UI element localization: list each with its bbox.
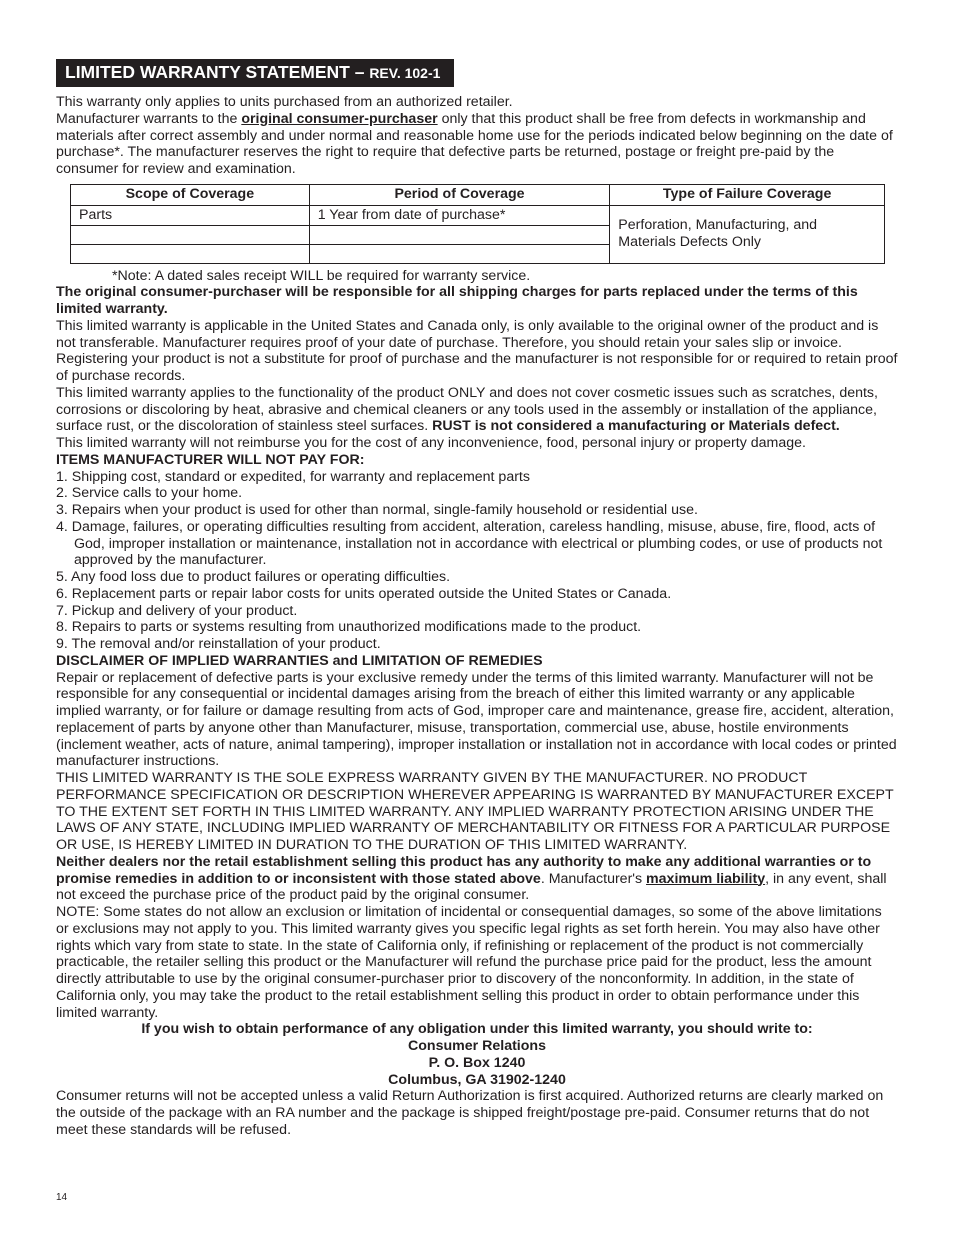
contact-department: Consumer Relations — [408, 1038, 546, 1054]
page-number: 14 — [56, 1192, 68, 1203]
items-heading: ITEMS MANUFACTURER WILL NOT PAY FOR: — [56, 451, 365, 468]
list-item: 4. Damage, failures, or operating difficulties resulting from accident, alteration, careless handling, misuse, abuse, fire, flood, acts of God, improper installation or maintenance, installation not in accordance with electrical or plumbing codes, or use of products not approved by the manufacturer. — [56, 518, 883, 569]
coverage-table — [70, 184, 885, 264]
returns-paragraph: Consumer returns will not be accepted unless a valid Return Authorization is first acquired. Authorized returns are clearly marked on the outside of the package with an RA number and the package is shipped freight/postage pre-paid. Consumer returns that do not meet these standards will be refused. — [56, 1088, 884, 1138]
table-cell-scope — [71, 225, 310, 244]
receipt-note: *Note: A dated sales receipt WILL be required for warranty service. — [112, 267, 531, 284]
list-item: 9. The removal and/or reinstallation of your product. — [56, 636, 381, 652]
document-body — [56, 59, 898, 1139]
column-header-failure-type: Type of Failure Coverage — [610, 184, 885, 205]
column-header-scope: Scope of Coverage — [71, 184, 310, 205]
intro-paragraph — [56, 111, 898, 178]
contact-po-box: P. O. Box 1240 — [428, 1054, 526, 1071]
column-header-period: Period of Coverage — [309, 184, 610, 205]
table-cell-period: 1 Year from date of purchase* — [309, 205, 610, 225]
rust-exclusion: RUST is not considered a manufacturing or Materials defect. — [432, 418, 840, 435]
coverage-table-header — [71, 184, 885, 205]
table-cell-period — [309, 225, 610, 244]
dealers-paragraph — [56, 854, 898, 904]
cosmetic-paragraph — [56, 385, 898, 435]
sole-express-warranty-paragraph: THIS LIMITED WARRANTY IS THE SOLE EXPRESS WARRANTY GIVEN BY THE MANUFACTURER. NO PRODUCT PERFORMANCE SPECIFICATION OR DESCRIPTION WHEREVER APPEARING IS WARRANTED BY MANUFACTURER EXCEPT TO THE EXTENT SET FORTH IN THIS LIMITED WARRANTY. ANY IMPLIED WARRANTY PROTECTION ARISING UNDER THE LAWS OF ANY STATE, INCLUDING IMPLIED WARRANTY OF MERCHANTABILITY OR FITNESS FOR A PARTICULAR PURPOSE OR USE, IS HEREBY LIMITED IN DURATION TO THE DURATION OF THIS LIMITED WARRANTY. — [56, 770, 894, 853]
dealers-authority-text: Neither dealers nor the retail establishment selling this product has any authority to make any additional warranties or to promise remedies in addition to or inconsistent with those stated above — [56, 853, 872, 887]
exclusions-list — [56, 469, 898, 653]
dealers-text-a: . Manufacturer's — [540, 870, 647, 887]
list-item: 2. Service calls to your home. — [56, 485, 243, 502]
state-law-note: NOTE: Some states do not allow an exclusion or limitation of incidental or consequential damages, so some of the above limitations or exclusions may not apply to you. This limited warranty gives you specific legal rights as set forth herein. You may also have other rights which vary from state to state. In the state of California only, if refinishing or replacement of the product is not commercially practicable, the retailer selling this product or the Manufacturer will refund the purchase price paid for the product, less the amount directly attributable to use by the original consumer-purchaser prior to discovery of the nonconformity. In addition, in the state of California only, you may take the product to the retail establishment selling this product in order to obtain performance under this limited warranty. — [56, 904, 882, 1021]
list-item: 1. Shipping cost, standard or expedited, for warranty and replacement parts — [56, 468, 530, 485]
list-item: 7. Pickup and delivery of your product. — [56, 602, 298, 619]
intro-line: This warranty only applies to units purchased from an authorized retailer. — [56, 94, 513, 110]
dealers-text-b: , in any event, shall not exceed the purchase price of the product paid by the original consumer. — [56, 870, 887, 904]
contact-city: Columbus, GA 31902-1240 — [388, 1071, 566, 1088]
table-row — [71, 205, 885, 225]
list-item: 5. Any food loss due to product failures or operating difficulties. — [56, 569, 451, 585]
list-item: 8. Repairs to parts or systems resulting from unauthorized modifications made to the product. — [56, 619, 642, 636]
list-item: 6. Replacement parts or repair labor costs for units operated outside the United States or Canada. — [56, 585, 672, 602]
revision-label: REV. 102-1 — [369, 65, 441, 81]
cosmetic-text: This limited warranty applies to the functionality of the product ONLY and does not cover cosmetic issues such as scratches, dents, corrosions or discoloring by heat, abrasive and chemical cleaners or any tools used in the assembly or installation of the appliance, surface rust, or the discoloration of stainless steel surfaces. — [56, 384, 878, 435]
intro-text-a: Manufacturer warrants to the — [56, 110, 242, 127]
disclaimer-paragraph: Repair or replacement of defective parts is your exclusive remedy under the terms of this limited warranty. Manufacturer will not be responsible for any consequential or incidental damages arising from the breach of either this limited warranty or any applicable implied warranty, or for failure or damage resulting from acts of God, improper care and maintenance, grease fire, accident, alteration, replacement of parts by anyone other than Manufacturer, misuse, transportation, commercial use, abuse, hostile environments (inclement weather, acts of nature, animal tampering), improper installation or installation not in accordance with local codes or printed manufacturer instructions. — [56, 669, 897, 770]
shipping-charges-paragraph: The original consumer-purchaser will be responsible for all shipping charges for parts replaced under the terms of this limited warranty. — [56, 284, 858, 317]
intro-text-b: only that this product shall be free from defects in workmanship and materials after correct assembly and under normal and reasonable home use for the periods indicated below beginning on the date of purchase*. The manufacturer reserves the right to require that defective parts be returned, postage or freight pre-paid by the consumer for review and examination. — [56, 110, 893, 177]
reimbursement-paragraph: This limited warranty will not reimburse you for the cost of any inconvenience, food, personal injury or property damage. — [56, 435, 806, 451]
list-item: 3. Repairs when your product is used for other than normal, single-family household or residential use. — [56, 502, 698, 518]
maximum-liability-term: maximum liability — [646, 870, 766, 887]
title-text: LIMITED WARRANTY STATEMENT – — [65, 62, 370, 82]
original-consumer-purchaser-term: original consumer-purchaser — [241, 110, 438, 127]
table-cell-scope — [71, 244, 310, 263]
contact-intro: If you wish to obtain performance of any obligation under this limited warranty, you should write to: — [141, 1021, 813, 1038]
disclaimer-heading: DISCLAIMER OF IMPLIED WARRANTIES and LIMITATION OF REMEDIES — [56, 652, 543, 669]
table-cell-period — [309, 244, 610, 263]
contact-block — [56, 1021, 898, 1088]
table-cell-scope: Parts — [71, 205, 310, 225]
table-cell-failure-type: Perforation, Manufacturing, and Materials Defects Only — [610, 205, 885, 263]
applicability-paragraph: This limited warranty is applicable in the United States and Canada only, is only available to the original owner of the product and is not transferable. Manufacturer requires proof of your date of purchase. Therefore, you should retain your sales slip or invoice. Registering your product is not a substitute for proof of purchase and the manufacturer is not responsible for or required to retain proof of purchase records. — [56, 317, 898, 384]
page-title — [56, 59, 454, 87]
